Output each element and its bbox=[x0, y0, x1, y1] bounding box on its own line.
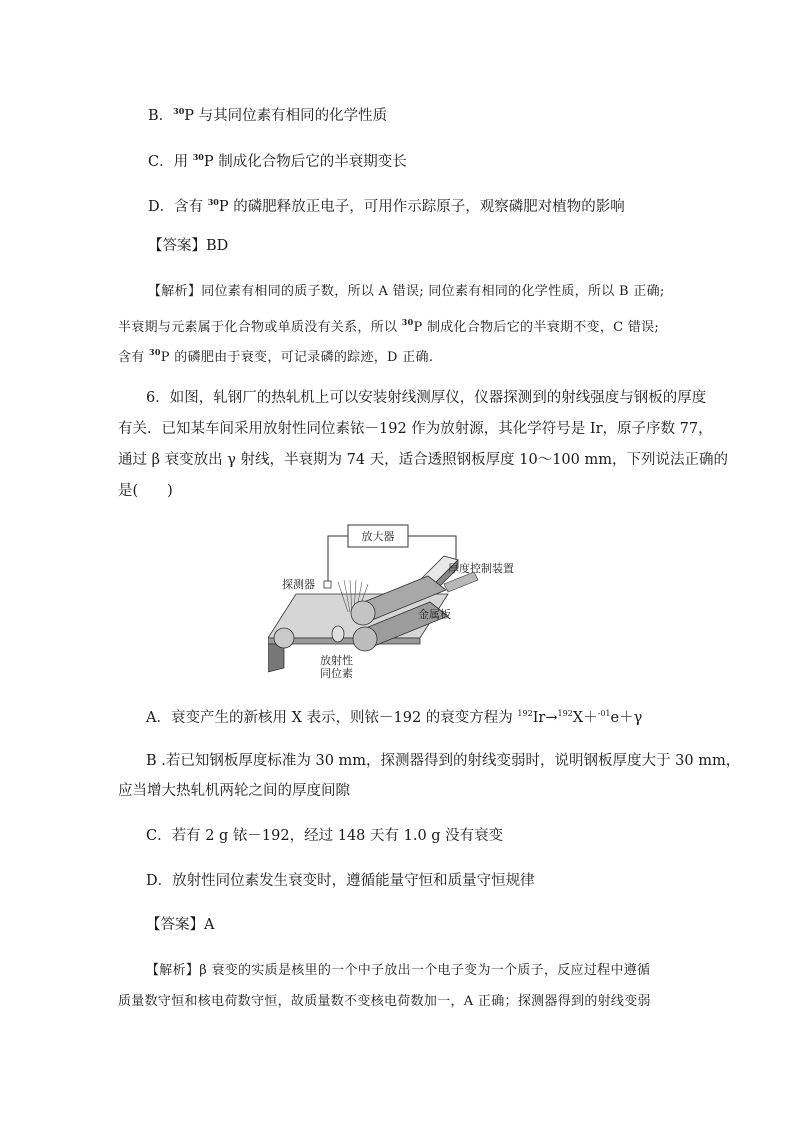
q5-answer bbox=[148, 236, 228, 256]
q6-stem-line3: 通过 β 衰变放出 γ 射线，半衰期为 74 天，适合透照钢板厚度 10～100 mm，下列说法正确的 bbox=[118, 452, 728, 468]
q6-explanation-line2: 质量数守恒和核电荷数守恒，故质量数不变核电荷数加一，A 正确；探测器得到的射线变弱 bbox=[118, 994, 651, 1009]
q5-option-c: C．用 $^{30}$P 制成化合物后它的半衰期变长 bbox=[148, 152, 407, 170]
detector-wire bbox=[328, 536, 348, 582]
q6-option-a: A．衰变产生的新核用 X 表示，则铱－192 的衰变方程为 $^{192}$Ir→$^{192}$X＋$^{-01}$e＋γ bbox=[146, 709, 643, 726]
q6-option-b-line1: B .若已知钢板厚度标准为 30 mm，探测器得到的射线变弱时，说明钢板厚度大于 30 mm， bbox=[146, 753, 741, 769]
answer-value: A bbox=[204, 917, 215, 933]
q6-option-b-line2: 应当增大热轧机两轮之间的厚度间隙 bbox=[118, 783, 350, 799]
q6-stem-line4: 是( ) bbox=[118, 483, 173, 499]
q6-stem-line1: 6．如图，轧钢厂的热轧机上可以安装射线测厚仪，仪器探测到的射线强度与钢板的厚度 bbox=[146, 390, 707, 406]
source-label-line1: 放射性 bbox=[320, 654, 353, 667]
q6-option-c: C．若有 2 g 铱－192，经过 148 天有 1.0 g 没有衰变 bbox=[146, 828, 504, 844]
explanation-tag: 【解析】 bbox=[148, 284, 202, 299]
answer-tag: 【答案】 bbox=[148, 238, 206, 254]
radioactive-source bbox=[332, 626, 344, 642]
answer-tag: 【答案】 bbox=[146, 917, 204, 933]
q5-explanation-line2: 半衰期与元素属于化合物或单质没有关系，所以 $^{30}$P 制成化合物后它的半衰期不变，C 错误; bbox=[118, 317, 660, 335]
amplifier-label: 放大器 bbox=[361, 530, 395, 543]
source-label-line2: 同位素 bbox=[320, 667, 353, 680]
q5-explanation-line3: 含有 $^{30}$P 的磷肥由于衰变，可记录磷的踪迹，D 正确. bbox=[118, 347, 434, 365]
lower-roller-end bbox=[353, 627, 377, 651]
thickness-control-label: 厚度控制装置 bbox=[448, 562, 514, 575]
rolling-mill-diagram bbox=[268, 520, 530, 680]
detector-label: 探测器 bbox=[282, 578, 315, 591]
left-wheel bbox=[274, 628, 294, 648]
q5-option-d: D．含有 $^{30}$P 的磷肥释放正电子，可用作示踪原子，观察磷肥对植物的影响 bbox=[148, 197, 625, 215]
explanation-tag: 【解析】 bbox=[146, 963, 200, 978]
metal-plate-label: 金属板 bbox=[418, 608, 451, 621]
q6-answer bbox=[146, 915, 214, 935]
q6-stem-line2: 有关．已知某车间采用放射性同位素铱－192 作为放射源，其化学符号是 Ir，原子序数 77， bbox=[118, 421, 713, 437]
q5-explanation-line1: 【解析】同位素有相同的质子数，所以 A 错误; 同位素有相同的化学性质，所以 B 正确; bbox=[148, 284, 665, 299]
upper-roller-end bbox=[351, 601, 375, 625]
metal-plate-bend bbox=[268, 644, 284, 672]
detector-box bbox=[324, 581, 331, 588]
q5-option-b: B．$^{30}$P 与其同位素有相同的化学性质 bbox=[148, 106, 388, 124]
q6-explanation-line1: 【解析】β 衰变的实质是核里的一个中子放出一个电子变为一个质子，反应过程中遵循 bbox=[146, 963, 651, 978]
answer-value: BD bbox=[206, 238, 229, 254]
q6-option-d: D．放射性同位素发生衰变时，遵循能量守恒和质量守恒规律 bbox=[146, 873, 535, 889]
